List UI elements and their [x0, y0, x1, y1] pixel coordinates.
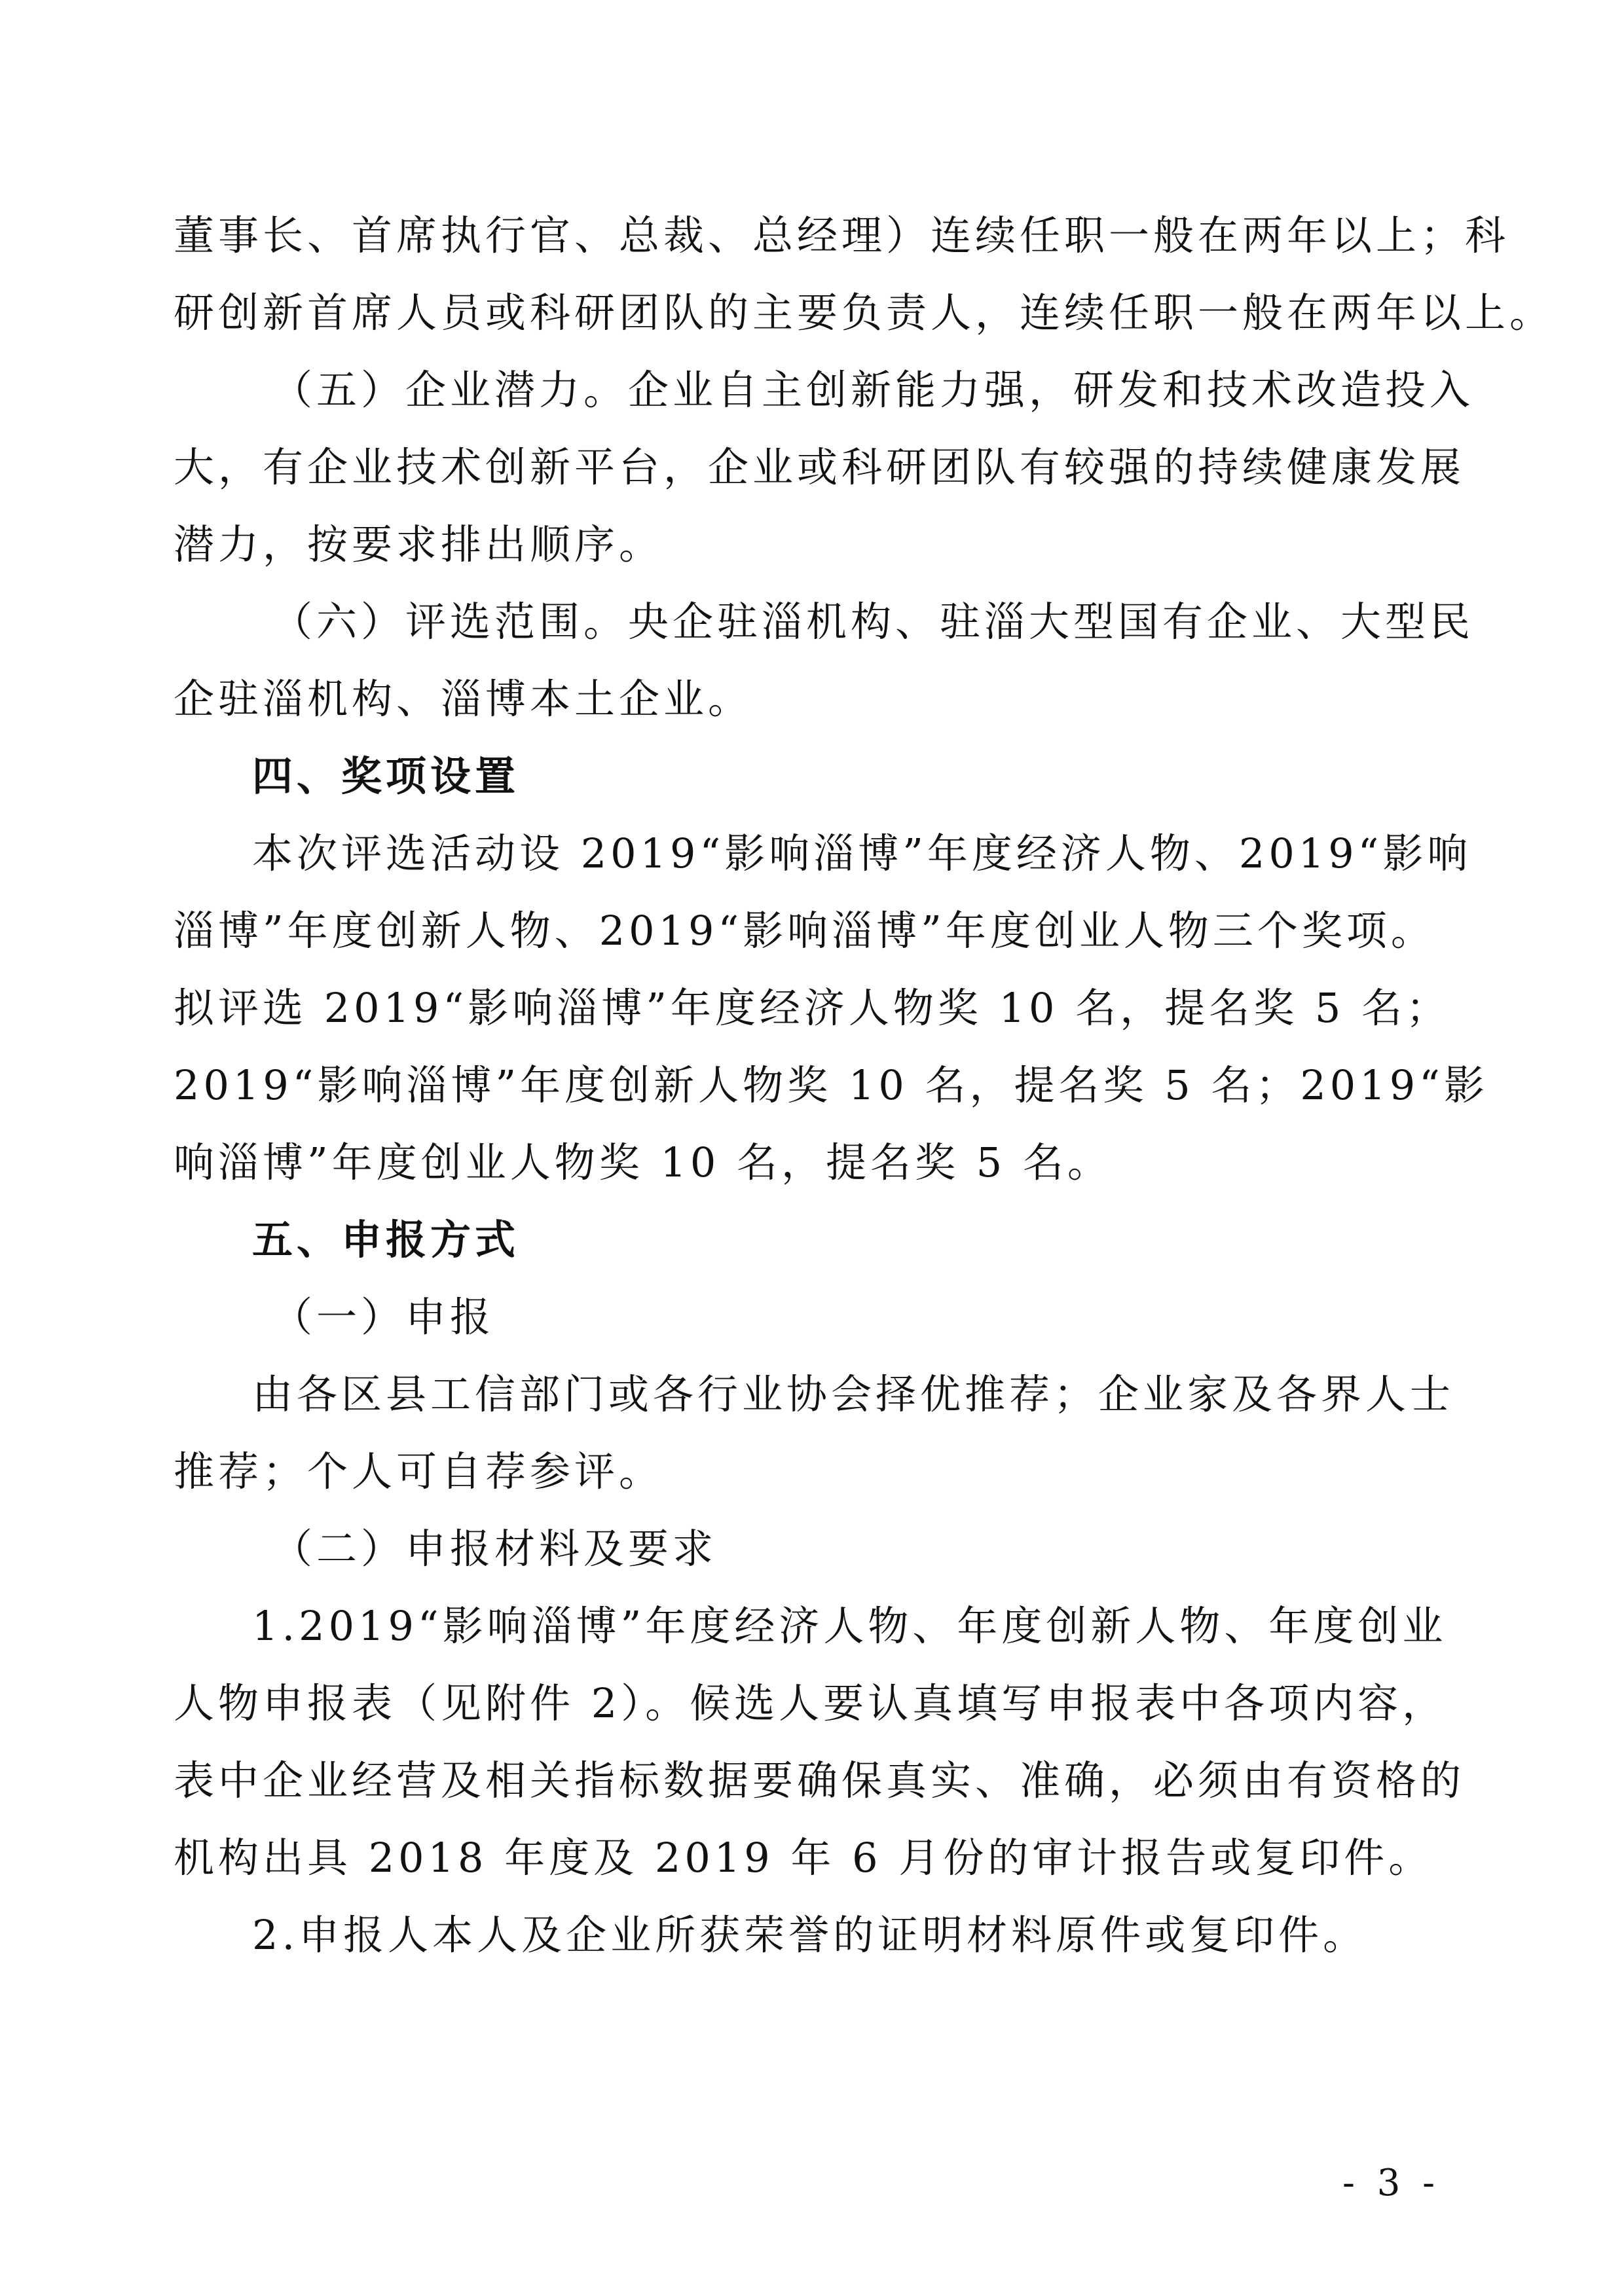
body-line: 大，有企业技术创新平台，企业或科研团队有较强的持续健康发展: [174, 443, 1466, 491]
body-line: 本次评选活动设 2019“影响淄博”年度经济人物、2019“影响: [252, 829, 1472, 877]
body-line: 拟评选 2019“影响淄博”年度经济人物奖 10 名，提名奖 5 名；: [174, 984, 1451, 1032]
body-line: 表中企业经营及相关指标数据要确保真实、准确，必须由有资格的: [174, 1757, 1466, 1804]
body-line: 淄博”年度创新人物、2019“影响淄博”年度创业人物三个奖项。: [174, 907, 1435, 955]
body-line: 2019“影响淄博”年度创新人物奖 10 名，提名奖 5 名；2019“影: [174, 1061, 1488, 1109]
body-line: 2.申报人本人及企业所获荣誉的证明材料原件或复印件。: [252, 1911, 1368, 1959]
body-line: 由各区县工信部门或各行业协会择优推荐；企业家及各界人士: [252, 1370, 1455, 1418]
body-line: 1.2019“影响淄博”年度经济人物、年度创新人物、年度创业: [252, 1602, 1447, 1650]
body-line: 董事长、首席执行官、总裁、总经理）连续任职一般在两年以上；科: [174, 211, 1510, 259]
section-heading: 四、奖项设置: [252, 752, 520, 800]
section-heading: 五、申报方式: [252, 1216, 520, 1264]
body-line: 响淄博”年度创业人物奖 10 名，提名奖 5 名。: [174, 1139, 1112, 1186]
body-line: 机构出具 2018 年度及 2019 年 6 月份的审计报告或复印件。: [174, 1834, 1433, 1882]
body-line: （六）评选范围。央企驻淄机构、驻淄大型国有企业、大型民: [272, 598, 1475, 646]
subsection-heading: （二）申报材料及要求: [272, 1525, 718, 1573]
page-number: - 3 -: [1342, 2162, 1441, 2204]
subsection-heading: （一）申报: [272, 1293, 495, 1341]
body-line: 人物申报表（见附件 2）。候选人要认真填写申报表中各项内容，: [174, 1679, 1447, 1727]
body-line: 研创新首席人员或科研团队的主要负责人，连续任职一般在两年以上。: [174, 289, 1555, 337]
body-line: 企驻淄机构、淄博本土企业。: [174, 675, 753, 723]
body-line: （五）企业潜力。企业自主创新能力强，研发和技术改造投入: [272, 366, 1475, 414]
body-line: 潜力，按要求排出顺序。: [174, 520, 664, 568]
body-line: 推荐；个人可自荐参评。: [174, 1448, 664, 1495]
